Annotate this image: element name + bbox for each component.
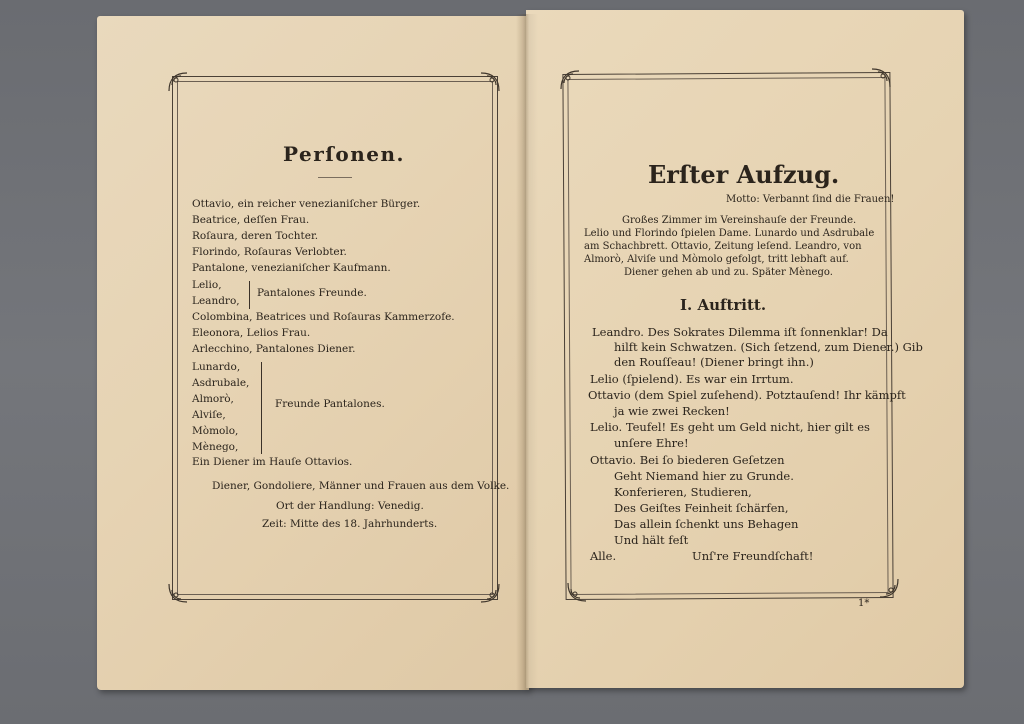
frame-corner-ornament-icon — [870, 67, 892, 89]
dialogue-line: Leandro. Des Sokrates Dilemma iſt ſonnenklar! Da — [592, 325, 888, 339]
dialogue-line: Lelio (ſpielend). Es war ein Irrtum. — [590, 372, 794, 386]
time-line: Zeit: Mitte des 18. Jahrhunderts. — [262, 518, 438, 530]
frame-corner-ornament-icon — [479, 582, 501, 604]
stage-direction-line: am Schachbrett. Ottavio, Zeitung leſend. Leandro, von — [584, 241, 862, 252]
act-heading: Erſter Aufzug. — [648, 160, 840, 189]
cast-line: Lunardo, — [192, 361, 241, 373]
cast-line: Eleonora, Lelios Frau. — [192, 327, 311, 339]
stage-direction-line: Diener gehen ab und zu. Später Mènego. — [624, 267, 833, 278]
frame-corner-ornament-icon — [566, 581, 588, 603]
dialogue-line: ja wie zwei Recken! — [614, 404, 730, 418]
cast-line: Beatrice, deſſen Frau. — [192, 214, 310, 226]
stage-direction-line: Großes Zimmer im Vereinshauſe der Freunde. — [622, 215, 857, 226]
cast-line: Mènego, — [192, 441, 239, 453]
cast-line: Mòmolo, — [192, 425, 239, 437]
scene-heading: I. Auftritt. — [680, 296, 767, 314]
cast-line: Leandro, — [192, 295, 240, 307]
stage-direction-line: Almorò, Alviſe und Mòmolo gefolgt, tritt lebhaft auf. — [584, 254, 849, 265]
personen-heading: Perſonen. — [283, 142, 405, 166]
brace-label: Freunde Pantalones. — [275, 398, 385, 410]
dialogue-line: Ottavio (dem Spiel zuſehend). Potztauſend! Ihr kämpft — [588, 388, 906, 402]
cast-line: Colombina, Beatrices und Roſauras Kammerzofe. — [192, 311, 455, 323]
cast-line: Ottavio, ein reicher venezianiſcher Bürger. — [192, 198, 421, 210]
cast-line: Alviſe, — [192, 409, 226, 421]
cast-line: Pantalone, venezianiſcher Kaufmann. — [192, 262, 391, 274]
dialogue-line: Unſ're Freundſchaft! — [692, 549, 814, 563]
dialogue-line: Das allein ſchenkt uns Behagen — [614, 517, 799, 531]
frame-corner-ornament-icon — [878, 577, 900, 599]
frame-corner-ornament-icon — [167, 582, 189, 604]
dialogue-line: Lelio. Teufel! Es geht um Geld nicht, hier gilt es — [590, 420, 870, 434]
extras-line: Diener, Gondoliere, Männer und Frauen aus dem Volke. — [212, 480, 510, 492]
brace — [261, 362, 262, 454]
heading-divider — [318, 177, 352, 178]
dialogue-line: hilft kein Schwatzen. (Sich ſetzend, zum Diener.) Gib — [614, 340, 923, 354]
dialogue-line: Konferieren, Studieren, — [614, 485, 752, 499]
frame-corner-ornament-icon — [559, 69, 581, 91]
cast-line: Asdrubale, — [192, 377, 250, 389]
dialogue-line: Und hält feſt — [614, 533, 689, 547]
place-line: Ort der Handlung: Venedig. — [276, 500, 424, 512]
book-spine — [516, 14, 538, 690]
cast-line: Roſaura, deren Tochter. — [192, 230, 319, 242]
frame-corner-ornament-icon — [167, 71, 189, 93]
brace — [249, 281, 250, 309]
stage-direction-line: Lelio und Florindo ſpielen Dame. Lunardo und Asdrubale — [584, 228, 875, 239]
dialogue-line: Geht Niemand hier zu Grunde. — [614, 469, 794, 483]
dialogue-line: den Rouſſeau! (Diener bringt ihn.) — [614, 355, 814, 369]
cast-line: Ein Diener im Hauſe Ottavios. — [192, 456, 353, 468]
cast-line: Florindo, Roſauras Verlobter. — [192, 246, 347, 258]
page-signature: 1* — [858, 598, 870, 609]
dialogue-line: Ottavio. Bei ſo biederen Geſetzen — [590, 453, 785, 467]
dialogue-line: unſere Ehre! — [614, 436, 689, 450]
cast-line: Lelio, — [192, 279, 222, 291]
motto-line: Motto: Verbannt ſind die Frauen! — [726, 194, 895, 205]
cast-line: Almorò, — [192, 393, 234, 405]
brace-label: Pantalones Freunde. — [257, 287, 367, 299]
cast-line: Arlecchino, Pantalones Diener. — [192, 343, 356, 355]
frame-corner-ornament-icon — [479, 71, 501, 93]
dialogue-line: Des Geiſtes Feinheit ſchärfen, — [614, 501, 789, 515]
speaker-label: Alle. — [590, 549, 617, 563]
